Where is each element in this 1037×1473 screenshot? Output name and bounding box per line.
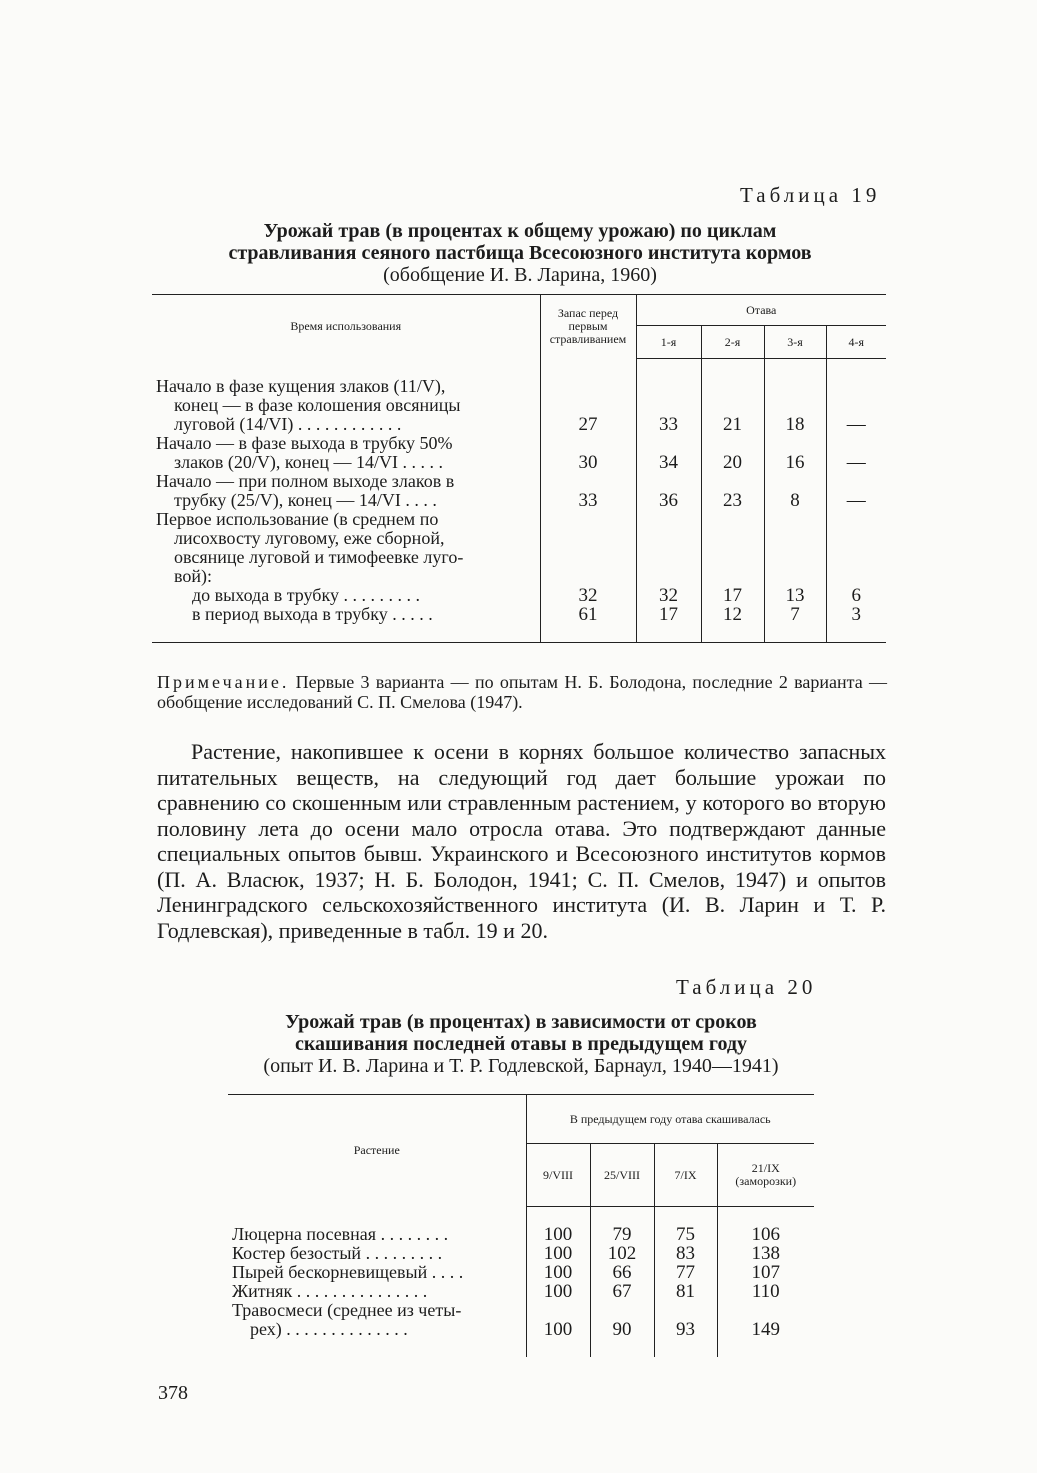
table19-title bbox=[150, 220, 890, 286]
cell-value: 110 bbox=[717, 1282, 814, 1301]
table19-title-line-2: стравливания сеяного пастбища Всесоюзного института кормов bbox=[228, 242, 812, 264]
row-label-line: овсянице луговой и тимофеевке луго- bbox=[174, 547, 464, 567]
cell-value: 17 bbox=[701, 586, 764, 605]
table-row bbox=[152, 472, 886, 510]
table19-note bbox=[157, 672, 887, 712]
table20-label: Таблица 20 bbox=[676, 975, 817, 999]
header-date-2: 25/VIII bbox=[590, 1144, 654, 1207]
row-label-line: луговой (14/VI) . . . . . . . . . . . . bbox=[174, 414, 402, 434]
cell-value: 106 bbox=[717, 1225, 814, 1244]
page-number: 378 bbox=[158, 1382, 188, 1404]
row-label-line: лисохвосту луговому, еже сборной, bbox=[174, 528, 445, 548]
header-otava-2: 2-я bbox=[701, 326, 764, 359]
row-label-line: Травосмеси (среднее из четы- bbox=[232, 1300, 462, 1320]
table-row bbox=[152, 605, 886, 624]
cell-value: 12 bbox=[701, 605, 764, 624]
table19 bbox=[152, 294, 886, 643]
table20 bbox=[228, 1094, 814, 1357]
cell-value: 149 bbox=[717, 1301, 814, 1339]
cell-value: 16 bbox=[764, 434, 826, 472]
row-label-line: рех) . . . . . . . . . . . . . . bbox=[250, 1319, 408, 1339]
header-otava: Отава bbox=[636, 295, 886, 326]
note-label: Примечание. bbox=[157, 672, 290, 692]
table19-label: Таблица 19 bbox=[740, 183, 881, 207]
table-row bbox=[152, 377, 886, 434]
cell-value: 27 bbox=[540, 377, 636, 434]
cell-value: 32 bbox=[540, 586, 636, 605]
cell-value: 33 bbox=[540, 472, 636, 510]
row-label-line: Начало в фазе кущения злаков (11/V), bbox=[156, 376, 446, 396]
table-row bbox=[152, 510, 886, 586]
header-time: Время использования bbox=[290, 319, 402, 334]
cell-value: 36 bbox=[636, 472, 701, 510]
body-paragraph: Растение, накопившее к осени в корнях большое количество запасных питательных веществ, на следующий год дает большие урожаи по сравнению со скошенным или стравленным растением, у которого во вторую половину лета до осени мало отросла отава. Это подтверждают данные специальных опытов бывш. Украинского и Всесоюзного институтов кормов (П. А. Власюк, 1937; Н. Б. Болодон, 1941; С. П. Смелов, 1947) и опытов Ленинградского сельскохозяйственного института (И. В. Ларин и Т. Р. Годлевская), приведенные в табл. 19 и 20. bbox=[157, 739, 886, 943]
cell-value: 32 bbox=[636, 586, 701, 605]
row-label: Костер безостый . . . . . . . . . bbox=[232, 1243, 443, 1263]
header-otava-4: 4-я bbox=[826, 326, 886, 359]
header-mowing-group: В предыдущем году отава скашивалась bbox=[526, 1095, 814, 1144]
cell-value: 77 bbox=[654, 1263, 717, 1282]
row-label bbox=[152, 377, 540, 434]
cell-value: 100 bbox=[526, 1244, 590, 1263]
cell-value: 3 bbox=[826, 605, 886, 624]
row-label-line: злаков (20/V), конец — 14/VI . . . . . bbox=[174, 452, 443, 472]
cell-value: 138 bbox=[717, 1244, 814, 1263]
row-label bbox=[152, 510, 540, 586]
cell-value: 8 bbox=[764, 472, 826, 510]
header-date-3: 7/IX bbox=[654, 1144, 717, 1207]
row-label bbox=[228, 1301, 526, 1339]
table-row bbox=[228, 1225, 814, 1244]
row-label-line: Начало — при полном выходе злаков в bbox=[156, 471, 455, 491]
table-row bbox=[228, 1301, 814, 1339]
table20-title-line-2: скашивания последней отавы в предыдущем году bbox=[294, 1033, 748, 1055]
row-label bbox=[152, 434, 540, 472]
table-row bbox=[228, 1244, 814, 1263]
table20-title bbox=[222, 1011, 820, 1077]
cell-value: 100 bbox=[526, 1263, 590, 1282]
cell-value: 7 bbox=[764, 605, 826, 624]
header-otava-3: 3-я bbox=[764, 326, 826, 359]
header-date-4: 21/IX (заморозки) bbox=[717, 1144, 814, 1207]
cell-value: 6 bbox=[826, 586, 886, 605]
cell-value: 30 bbox=[540, 434, 636, 472]
table19-title-line-1: Урожай трав (в процентах к общему урожаю) по циклам bbox=[263, 220, 777, 242]
cell-value: 83 bbox=[654, 1244, 717, 1263]
cell-value: 21 bbox=[701, 377, 764, 434]
cell-value: 17 bbox=[636, 605, 701, 624]
cell-value: 90 bbox=[590, 1301, 654, 1339]
cell-value: — bbox=[826, 377, 886, 434]
row-label-line: трубку (25/V), конец — 14/VI . . . . bbox=[174, 490, 437, 510]
cell-value: — bbox=[826, 472, 886, 510]
header-date-1: 9/VIII bbox=[526, 1144, 590, 1207]
cell-value: 100 bbox=[526, 1225, 590, 1244]
cell-value: 75 bbox=[654, 1225, 717, 1244]
row-label: Житняк . . . . . . . . . . . . . . . bbox=[232, 1281, 428, 1301]
cell-value: 13 bbox=[764, 586, 826, 605]
cell-value: 100 bbox=[526, 1282, 590, 1301]
cell-value: 102 bbox=[590, 1244, 654, 1263]
cell-value: 107 bbox=[717, 1263, 814, 1282]
row-label: Люцерна посевная . . . . . . . . bbox=[232, 1224, 449, 1244]
cell-value: 93 bbox=[654, 1301, 717, 1339]
cell-value: 66 bbox=[590, 1263, 654, 1282]
row-label: до выхода в трубку . . . . . . . . . bbox=[192, 585, 420, 605]
row-label-line: Первое использование (в среднем по bbox=[156, 509, 439, 529]
table-row bbox=[228, 1282, 814, 1301]
table20-subtitle: (опыт И. В. Ларина и Т. Р. Годлевской, Барнаул, 1940—1941) bbox=[263, 1055, 779, 1077]
cell-value: 67 bbox=[590, 1282, 654, 1301]
cell-value: 79 bbox=[590, 1225, 654, 1244]
table-row bbox=[152, 586, 886, 605]
row-label: Пырей бескорневищевый . . . . bbox=[232, 1262, 464, 1282]
cell-value: 23 bbox=[701, 472, 764, 510]
table19-subtitle: (обобщение И. В. Ларина, 1960) bbox=[383, 264, 657, 286]
cell-value: 34 bbox=[636, 434, 701, 472]
header-reserve: Запас перед первым стравливанием bbox=[540, 295, 636, 359]
note-text: Первые 3 варианта — по опытам Н. Б. Болодона, последние 2 варианта — обобщение исследований С. П. Смелова (1947). bbox=[157, 672, 888, 712]
row-label-line: Начало — в фазе выхода в трубку 50% bbox=[156, 433, 453, 453]
table-row bbox=[152, 434, 886, 472]
cell-value: 61 bbox=[540, 605, 636, 624]
header-otava-1: 1-я bbox=[636, 326, 701, 359]
cell-value: 33 bbox=[636, 377, 701, 434]
row-label bbox=[152, 472, 540, 510]
row-label-line: конец — в фазе колошения овсяницы bbox=[174, 395, 461, 415]
row-label: в период выхода в трубку . . . . . bbox=[192, 604, 433, 624]
table20-title-line-1: Урожай трав (в процентах) в зависимости от сроков bbox=[285, 1011, 757, 1033]
header-plant: Растение bbox=[353, 1143, 400, 1158]
row-label-line: вой): bbox=[174, 566, 213, 586]
cell-value: — bbox=[826, 434, 886, 472]
cell-value: 20 bbox=[701, 434, 764, 472]
cell-value: 100 bbox=[526, 1301, 590, 1339]
cell-value: 18 bbox=[764, 377, 826, 434]
cell-value: 81 bbox=[654, 1282, 717, 1301]
table-row bbox=[228, 1263, 814, 1282]
